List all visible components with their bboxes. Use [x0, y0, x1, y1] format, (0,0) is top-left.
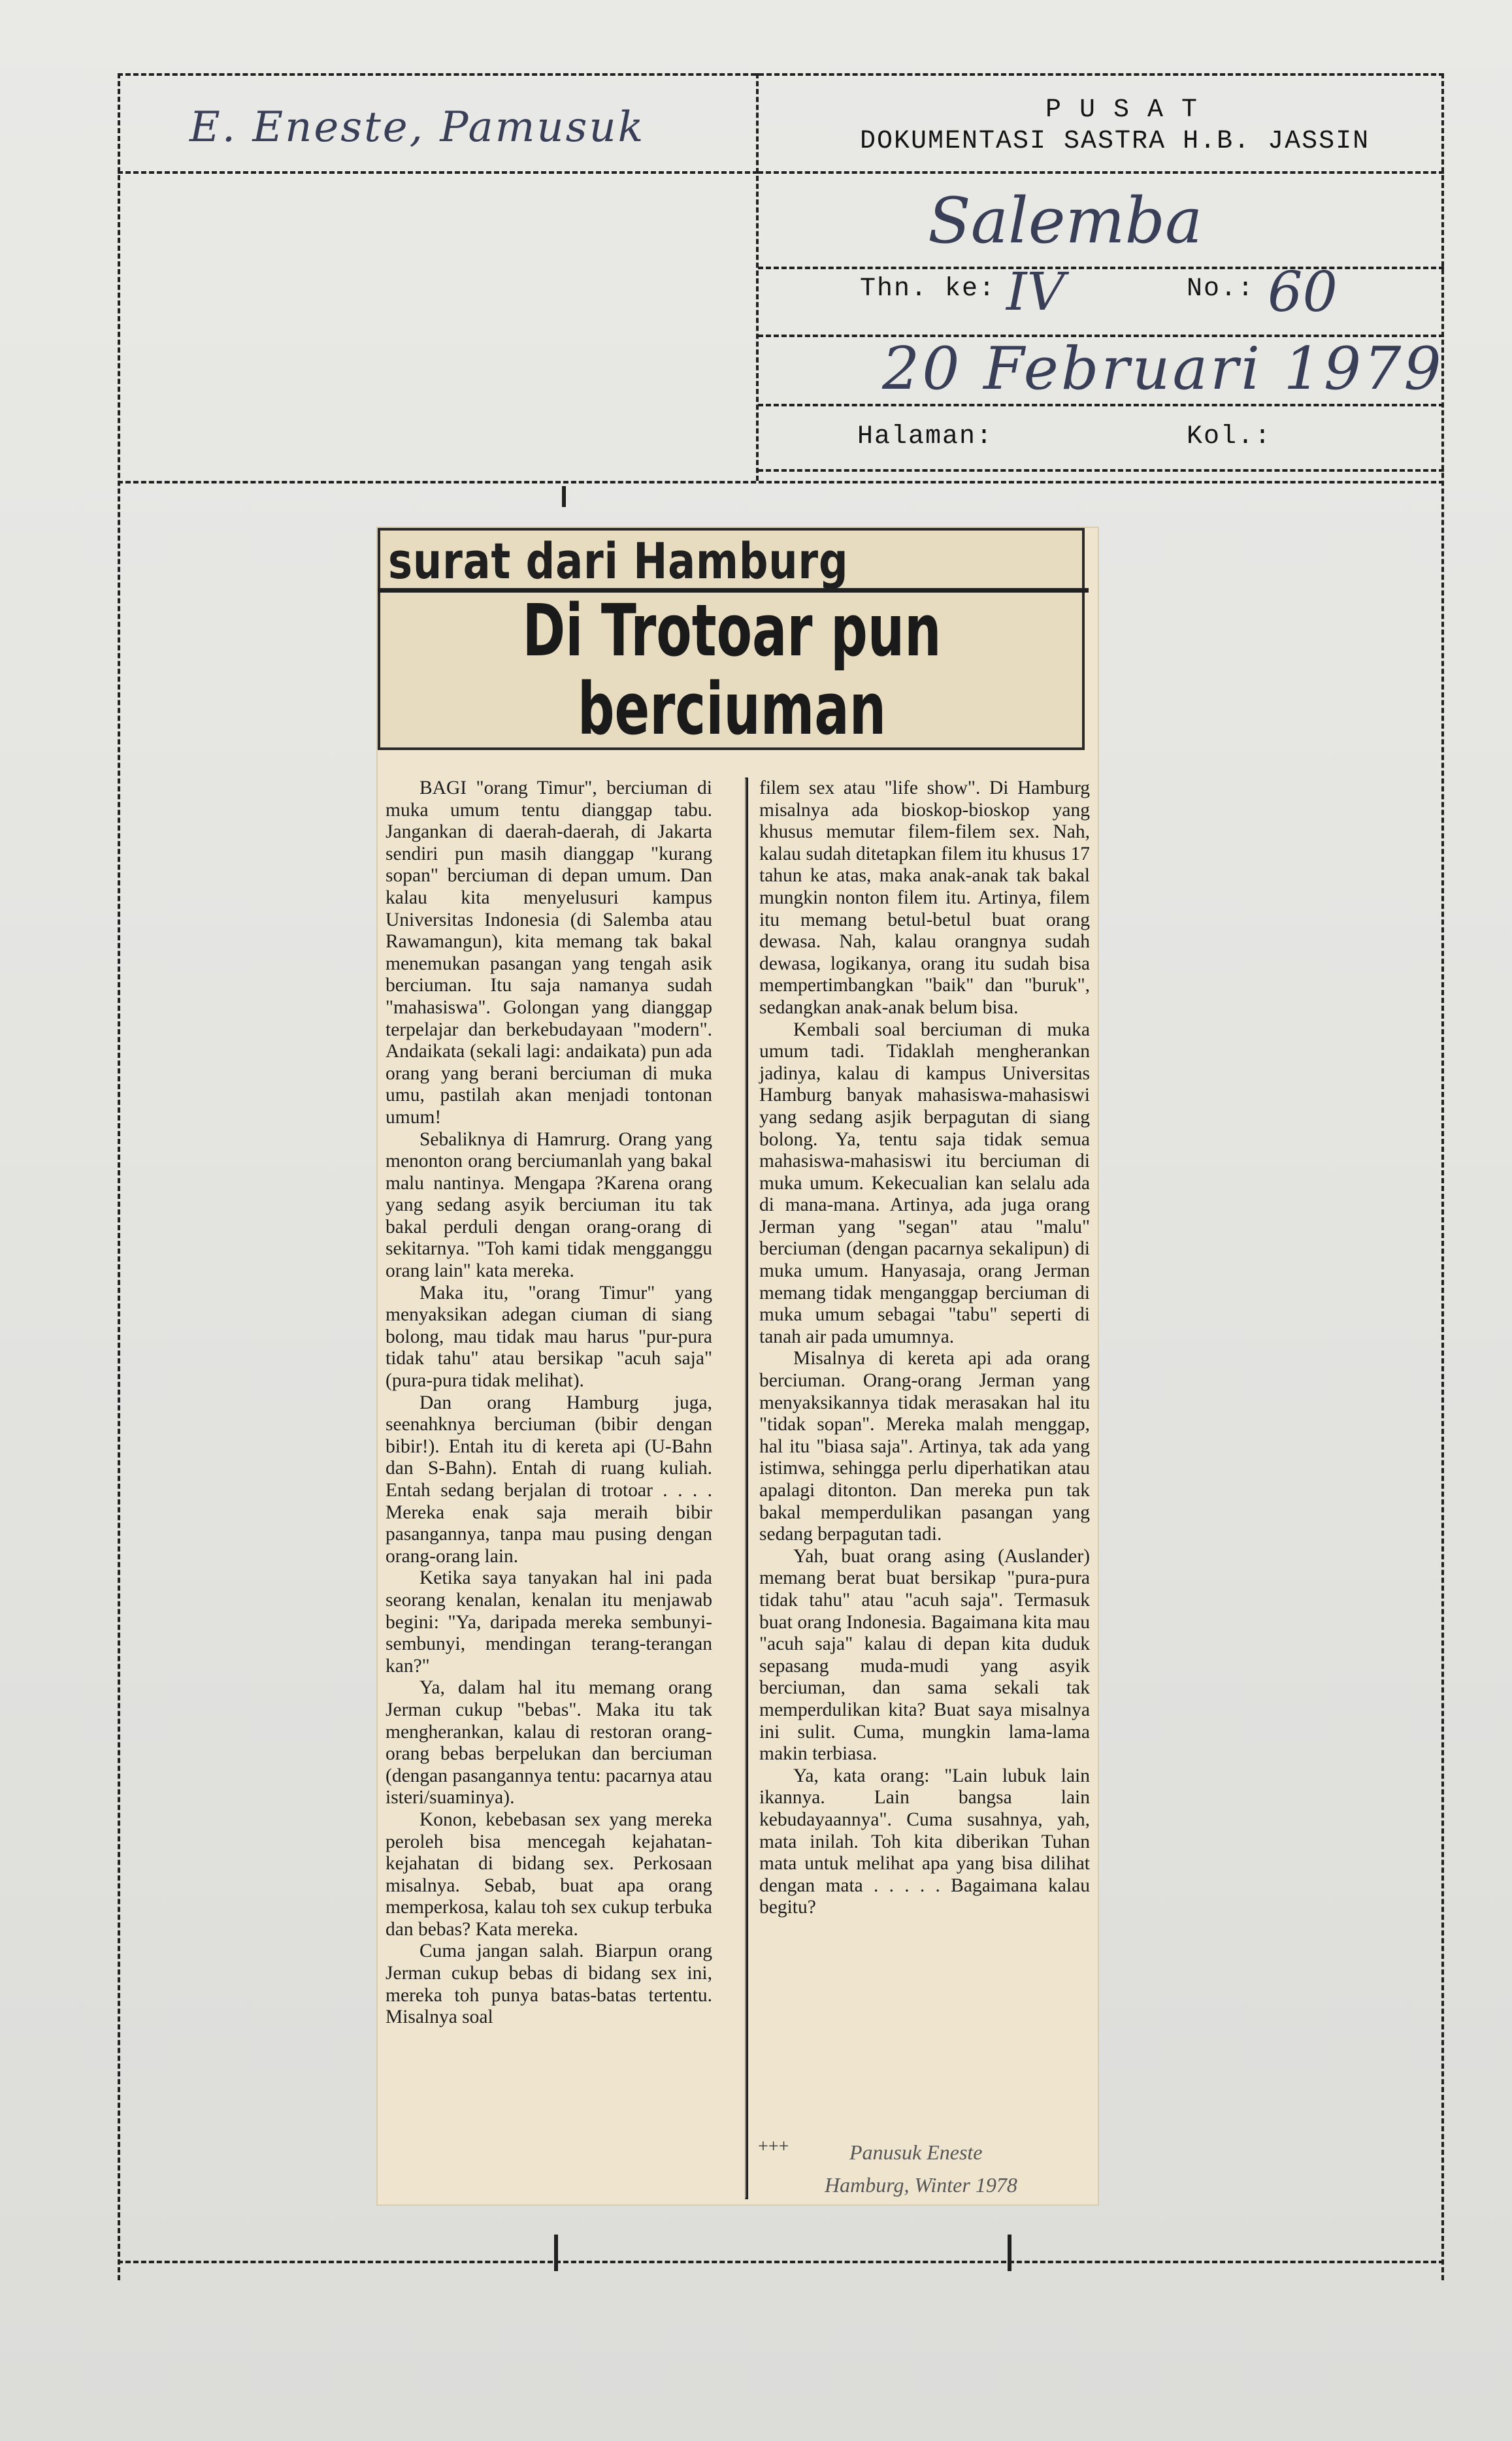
paragraph: Sebaliknya di Hamrurg. Orang yang menonton orang berciumanlah yang bakal malu nantinya. Mengapa ?Karena orang yang sedang asyik berciuman itu tak bakal perduli dengan orang-orang di sekitarnya. "Toh kami tidak mengganggu orang lain" kata mereka.	[386, 1128, 712, 1282]
date-handwritten: 20 Februari 1979	[882, 335, 1444, 403]
paragraph: Cuma jangan salah. Biarpun orang Jerman cukup bebas di bidang sex ini, mereka toh punya batas-batas tertentu. Misalnya soal	[386, 1941, 712, 2028]
author-handwritten: E. Eneste, Pamusuk	[189, 103, 646, 152]
form-left-border	[118, 73, 120, 2280]
form-footer-line	[118, 2261, 1444, 2263]
thn-label: Thn. ke:	[860, 274, 996, 304]
form-line-publication	[758, 267, 1444, 269]
headline-line1: Di Trotoar pun	[522, 589, 942, 672]
center-title-line1: P U S A T	[1045, 95, 1199, 125]
end-mark: +++	[758, 2137, 789, 2157]
paragraph: Ya, dalam hal itu memang orang Jerman cukup "bebas". Maka itu tak mengherankan, kalau di restoran orang-orang bebas berpelukan dan berciuman (dengan pasangannya tentu: pacarnya atau isteri/suaminya).	[386, 1677, 712, 1809]
footer-tick-right	[1008, 2235, 1011, 2271]
thn-value: IV	[1006, 261, 1065, 322]
article-left-column	[386, 778, 712, 2029]
clip-top-tick	[562, 486, 566, 507]
paragraph: Dan orang Hamburg juga, seenahknya berciuman (bibir dengan bibir!). Entah itu di kereta api (U-Bahn dan S-Bahn). Entah di ruang kuliah. Entah sedang berjalan di trotoar . . . . Mereka enak saja meraih bibir pasangannya, tanpa mau pusing dengan orang-orang lain.	[386, 1392, 712, 1567]
paragraph: Maka itu, "orang Timur" yang menyaksikan adegan ciuman di siang bolong, mau tidak mau harus "pur-pura tidak tahu" atau bersikap "acuh saja" (pura-pura tidak melihat).	[386, 1282, 712, 1392]
center-title-line2: DOKUMENTASI SASTRA H.B. JASSIN	[860, 127, 1370, 156]
no-value: 60	[1268, 260, 1338, 324]
no-label: No.:	[1187, 274, 1255, 304]
paragraph: Kembali soal berciuman di muka umum tadi. Tidaklah mengherankan jadinya, kalau di kampus Universitas Hamburg banyak mahasiswa-mahasiswi yang sedang asjik berpagutan di siang bolong. Ya, tentu saja tidak semua mahasiswa-mahasiswi itu berciuman di muka umum. Kekecualian kan selalu ada di mana-mana. Artinya, ada juga orang Jerman yang "segan" atau "malu" berciuman (dengan pacarnya sekalipun) di muka umum. Hanyasaja, orang Jerman memang tidak menganggap berciuman di muka umum sebagai "tabu" seperti di tanah air pada umumnya.	[759, 1019, 1090, 1347]
publication-handwritten: Salemba	[928, 184, 1203, 257]
kol-label: Kol.:	[1187, 422, 1272, 451]
paragraph: Ketika saya tanyakan hal ini pada seorang kenalan, kenalan itu menjawab begini: "Ya, daripada mereka sembunyi-sembunyi, mendingan terang-terangan kan?"	[386, 1567, 712, 1677]
form-line-date	[758, 404, 1444, 406]
paragraph: Misalnya di kereta api ada orang berciuman. Orang-orang Jerman yang menyaksikannya tidak merasakan hal itu "tidak sopan". Mereka malah menggap, hal itu "biasa saja". Artinya, tak ada yang istimwa, sehingga perlu diperhatikan atau apalagi ditonton. Dan mereka pun tak bakal memperdulikan pasangan yang sedang berpagutan tadi.	[759, 1348, 1090, 1545]
form-right-border	[1441, 73, 1444, 2280]
paragraph: Konon, kebebasan sex yang mereka peroleh bisa mencegah kejahatan-kejahatan di bidang sex. Perkosaan misalnya. Sebab, buat apa orang memperkosa, kalau toh sex cukup terbuka dan bebas? Kata mereka.	[386, 1809, 712, 1940]
footer-tick-left	[554, 2235, 558, 2271]
byline: Panusuk Eneste	[849, 2140, 983, 2164]
headline-line2: berciuman	[577, 667, 887, 751]
halaman-label: Halaman:	[857, 422, 994, 451]
form-top-border	[118, 73, 1444, 76]
form-line-bottom	[118, 481, 1444, 483]
article-right-column	[759, 778, 1090, 1919]
paragraph: filem sex atau "life show". Di Hamburg misalnya ada bioskop-bioskop yang khusus memutar filem-filem sex. Nah, kalau sudah ditetapkan filem itu khusus 17 tahun ke atas, maka anak-anak tak bakal mungkin nonton filem itu. Artinya, filem itu memang betul-betul buat orang dewasa. Nah, kalau orangnya sudah dewasa, logikanya, orang itu sudah bisa mempertimbangkan "baik" dan "buruk", sedangkan anak-anak belum bisa.	[759, 778, 1090, 1018]
kicker: surat dari Hamburg	[388, 532, 849, 590]
form-line-halaman	[758, 469, 1444, 472]
form-divider	[756, 73, 759, 481]
paragraph: Ya, kata orang: "Lain lubuk lain ikannya. Lain bangsa lain kebudayaannya". Cuma susahnya, yah, mata inilah. Toh kita diberikan Tuhan mata untuk melihat apa yang bisa dilihat dengan mata . . . . . Bagaimana kalau begitu?	[759, 1765, 1090, 1918]
column-divider	[745, 778, 748, 2199]
form-line-title	[758, 171, 1444, 174]
paragraph: Yah, buat orang asing (Auslander) memang berat buat bersikap "pura-pura tidak tahu" atau "acuh saja". Termasuk buat orang Indonesia. Bagaimana kita mau "acuh saja" kalau di depan kita duduk sepasang muda-mudi yang asyik berciuman, dan sama sekali tak memperdulikan kita? Buat saya misalnya ini sulit. Cuma, mungkin lama-lama makin terbiasa.	[759, 1545, 1090, 1765]
place-date: Hamburg, Winter 1978	[825, 2173, 1017, 2197]
paragraph: BAGI "orang Timur", berciuman di muka umum tentu dianggap tabu. Jangankan di daerah-daerah, di Jakarta sendiri pun masih dianggap "kurang sopan" berciuman di depan umum. Dan kalau kita menyelusuri kampus Universitas Indonesia (di Salemba atau Rawamangun), kita memang tak bakal menemukan pasangan yang tengah asik berciuman. Itu saja namanya sudah "mahasiswa". Golongan yang dianggap terpelajar dan berkebudayaan "modern". Andaikata (sekali lagi: andaikata) pun ada orang yang berani berciuman di muka umu, pastilah akan menjadi tontonan umum!	[386, 778, 712, 1128]
form-line-author	[118, 171, 758, 174]
